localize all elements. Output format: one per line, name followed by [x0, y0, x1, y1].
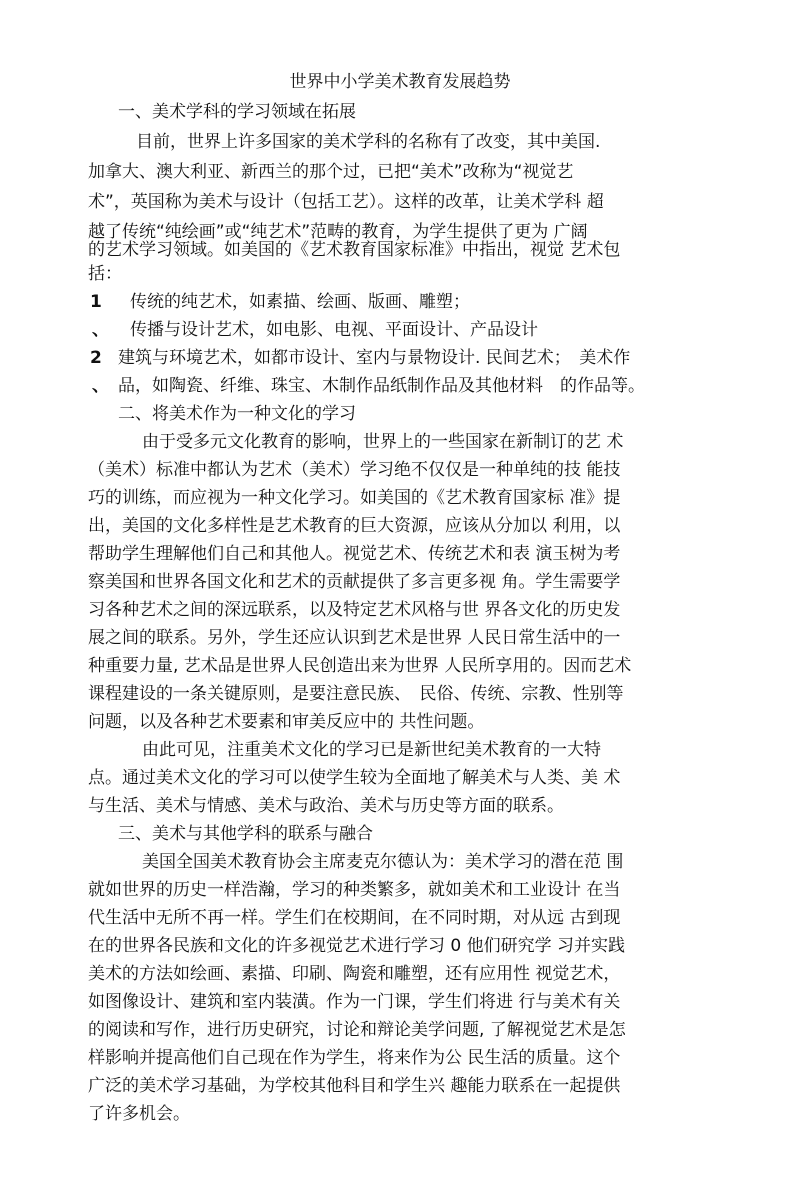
paragraph-line: 与生活、美术与情感、美术与政治、美术与历史等方面的联系。	[88, 796, 564, 816]
paragraph-line: 问题，以及各种艺术要素和审美反应中的 共性问题。	[88, 712, 485, 732]
paragraph-line: 察美国和世界各国文化和艺术的贡献提供了多言更多视 角。学生需要学	[88, 572, 621, 592]
paragraph-line: 课程建设的一条关键原则，是要注意民族、 民俗、传统、宗教、性别等	[88, 684, 624, 704]
paragraph-line: 括：	[88, 264, 122, 284]
paragraph-line: 出，美国的文化多样性是艺术教育的巨大资源，应该从分加以 利用，以	[88, 516, 621, 536]
paragraph-line: 代生活中无所不再一样。学生们在校期间，在不同时期，对从远 古到现	[88, 908, 621, 928]
paragraph-line: 种重要力量, 艺术品是世界人民创造出来为世界 人民所享用的。因而艺术	[88, 656, 632, 676]
list-marker: 1	[90, 292, 102, 312]
section-heading-3: 三、美术与其他学科的联系与融合	[118, 824, 373, 844]
paragraph-line: 在的世界各民族和文化的许多视觉艺术进行学习 0 他们研究学 习并实践	[88, 936, 626, 956]
list-marker: 、	[92, 376, 109, 396]
document-title: 世界中小学美术教育发展趋势	[289, 72, 511, 92]
paragraph-line: 由于受多元文化教育的影响，世界上的一些国家在新制订的艺 术	[142, 432, 624, 452]
paragraph-line: 越了传统“纯绘画”或“纯艺术”范畴的教育，为学生提供了更为 广阔	[88, 222, 588, 242]
list-marker: 、	[92, 320, 109, 340]
list-marker: 2	[90, 348, 102, 368]
paragraph-line: 了许多机会。	[88, 1104, 190, 1124]
paragraph-line: 目前，世界上许多国家的美术学科的名称有了改变，其中美国.	[136, 132, 601, 152]
paragraph-line: 美术的方法如绘画、素描、印刷、陶瓷和雕塑，还有应用性 视觉艺术，	[88, 964, 621, 984]
paragraph-line: 广泛的美术学习基础，为学校其他科目和学生兴 趣能力联系在一起提供	[88, 1076, 621, 1096]
paragraph-line: 如图像设计、建筑和室内装潢。作为一门课，学生们将进 行与美术有关	[88, 992, 621, 1012]
section-heading-2: 二、将美术作为一种文化的学习	[118, 404, 356, 424]
paragraph-line: 帮助学生理解他们自己和其他人。视觉艺术、传统艺术和表 演玉树为考	[88, 544, 621, 564]
paragraph-line: 美国全国美术教育协会主席麦克尔德认为：美术学习的潜在范 围	[142, 852, 624, 872]
paragraph-line: 加拿大、澳大利亚、新西兰的那个过，已把“美术”改称为“视觉艺	[88, 162, 574, 182]
list-item-text: 传播与设计艺术，如电影、电视、平面设计、产品设计	[130, 320, 538, 340]
paragraph-line: 的阅读和写作，进行历史研究，讨论和辩论美学问题, 了解视觉艺术是怎	[88, 1020, 626, 1040]
paragraph-line: 就如世界的历史一样浩瀚，学习的种类繁多，就如美术和工业设计 在当	[88, 880, 621, 900]
paragraph-line: 样影响并提高他们自己现在作为学生，将来作为公 民生活的质量。这个	[88, 1048, 621, 1068]
paragraph-line: 巧的训练，而应视为一种文化学习。如美国的《艺术教育国家标 准》提	[88, 488, 621, 508]
paragraph-line: 术”，英国称为美术与设计（包括工艺）。这样的改革，让美术学科 超	[88, 192, 604, 212]
paragraph-line: （美术）标准中都认为艺术（美术）学习绝不仅仅是一种单纯的技 能技	[88, 460, 621, 480]
paragraph-line: 点。通过美术文化的学习可以使学生较为全面地了解美术与人类、美 术	[88, 768, 621, 788]
list-item-text: 建筑与环境艺术，如都市设计、室内与景物设计. 民间艺术； 美术作	[118, 348, 631, 368]
list-item-text: 品，如陶瓷、纤维、珠宝、木制作品纸制作品及其他材料 的作品等。	[118, 376, 645, 396]
paragraph-line: 由此可见，注重美术文化的学习已是新世纪美术教育的一大特	[142, 740, 601, 760]
list-item-text: 传统的纯艺术，如素描、绘画、版画、雕塑；	[130, 292, 470, 312]
section-heading-1: 一、美术学科的学习领域在拓展	[118, 102, 356, 122]
paragraph-line: 的艺术学习领域。如美国的《艺术教育国家标准》中指出，视觉 艺术包	[88, 240, 621, 260]
paragraph-line: 习各种艺术之间的深远联系，以及特定艺术风格与世 界各文化的历史发	[88, 600, 621, 620]
paragraph-line: 展之间的联系。另外，学生还应认识到艺术是世界 人民日常生活中的一	[88, 628, 621, 648]
